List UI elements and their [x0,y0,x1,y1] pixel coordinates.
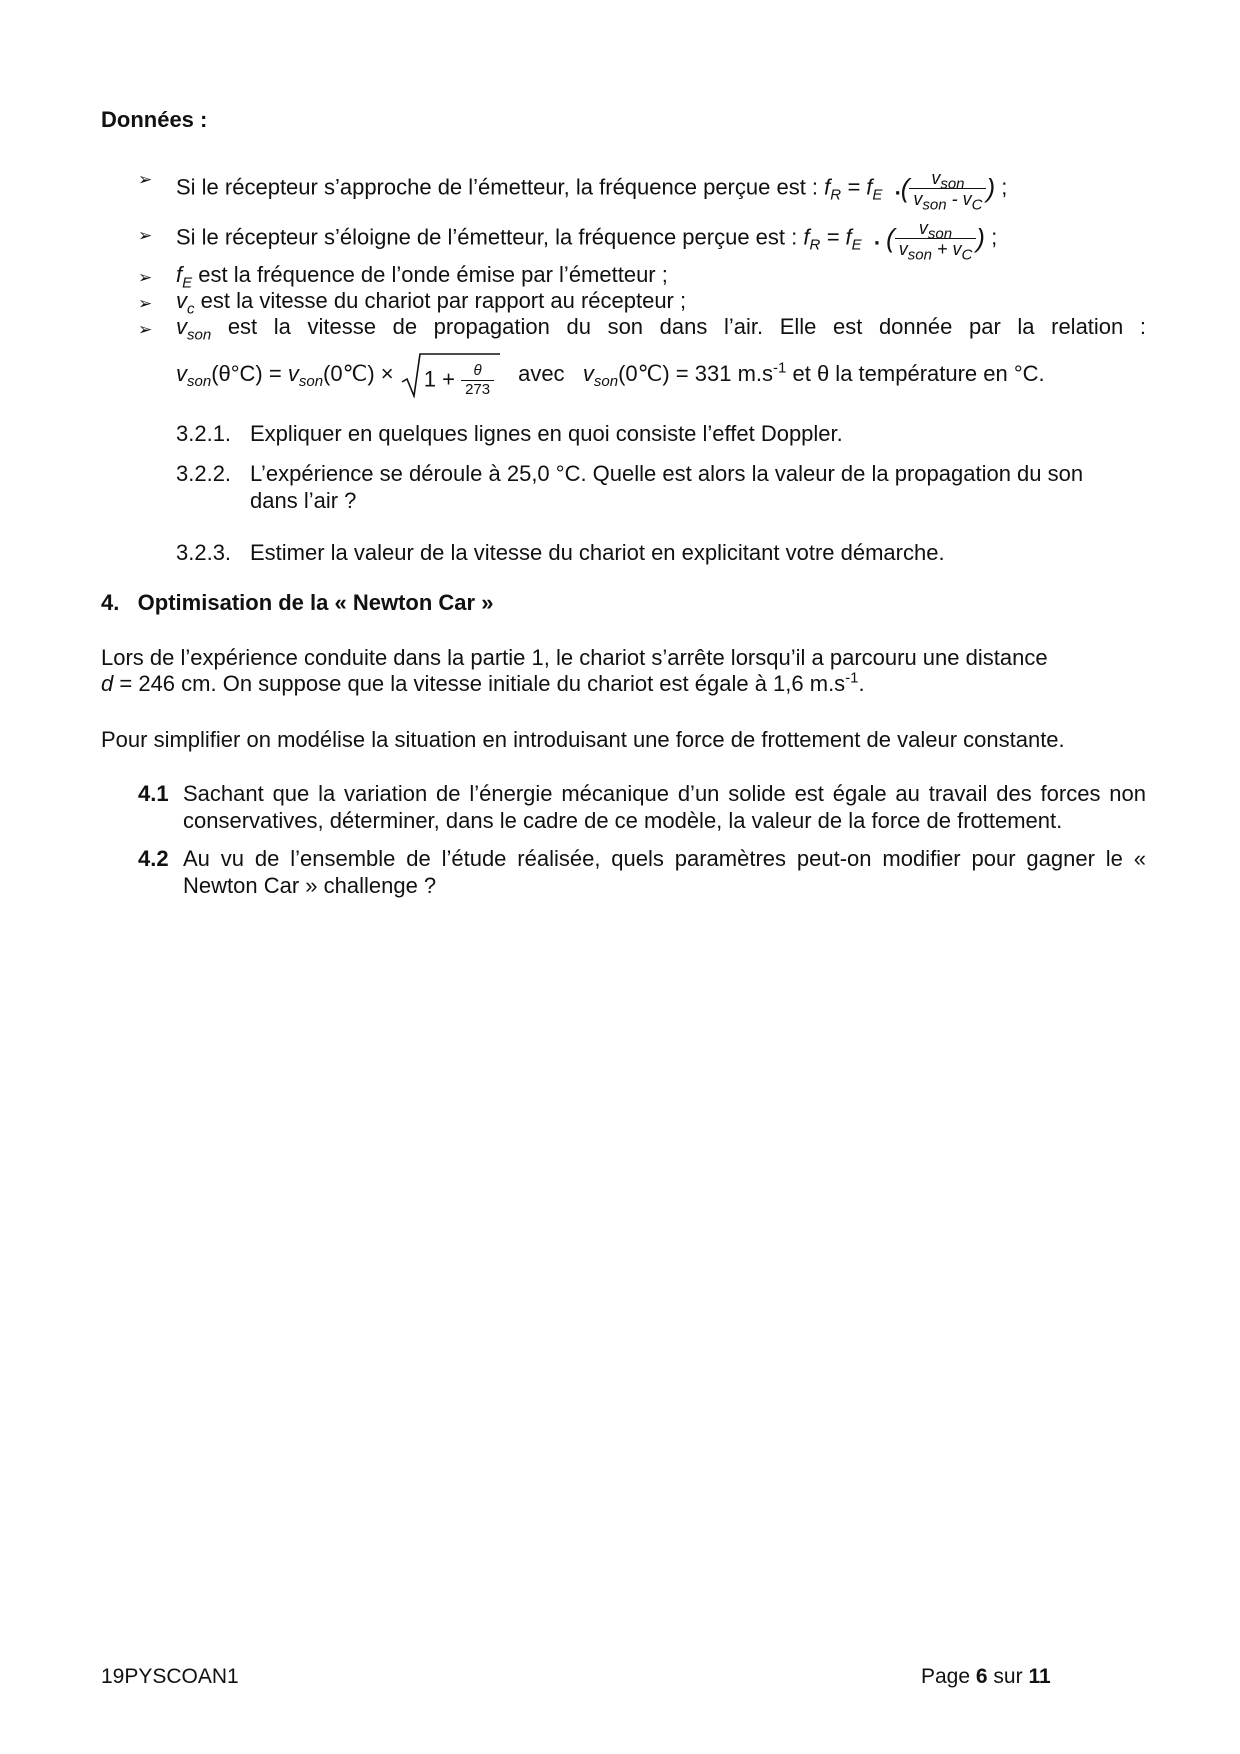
paragraph-1-line-1: Lors de l’expérience conduite dans la partie 1, le chariot s’arrête lorsqu’il a parcouru une distance [101,645,1048,670]
question-3-2-3: 3.2.3. [176,540,232,565]
donnees-heading: Données : [101,107,208,132]
approach-fraction: $\frac{v_{son}}{v_{son} - v_C}$ [909,168,986,209]
question-4-1-text: Sachant que la variation de l’énergie mécanique d’un solide est égale au travail des forces non conservatives, déterminer, dans le cadre de ce modèle, la valeur de la force de frottement. [183,781,1146,833]
footer-code: 19PYSCOAN1 [101,1665,239,1688]
bullet-vc: $v_c$ est la vitesse du chariot par rapport au récepteur ; [176,288,687,318]
question-3-2-2: 3.2.2. [176,461,232,486]
section-4-title: 4. Optimisation de la « Newton Car » [101,590,494,615]
question-4-1-number: 4.1 [138,781,169,806]
arrow-bullet-icon: ➢ [138,268,153,287]
recede-fraction: $\frac{v_{son}}{v_{son} + v_C}$ [895,218,977,259]
question-3-2-1: 3.2.1. [176,421,232,446]
arrow-bullet-icon: ➢ [138,226,153,245]
bullet-recede: Si le récepteur s’éloigne de l’émetteur, la fréquence perçue est : $f_R = f_E$ . ( $\frac{v_{son}}{v_{son} + v_C}$ ) ; [176,218,998,264]
question-text: Expliquer en quelques lignes en quoi consiste l’effet Doppler. [250,421,843,446]
arrow-bullet-icon: ➢ [138,320,153,339]
question-text: L’expérience se déroule à 25,0 °C. Quelle est alors la valeur de la propagation du son dans l’air ? [250,461,1084,513]
bullet-fe: $f_E$ est la fréquence de l’onde émise par l’émetteur ; [176,262,668,292]
square-root: 1 + $\frac{\theta}{273}$ [400,352,500,398]
question-4-2-number: 4.2 [138,846,169,871]
bullet-vson: $v_{son}$ est la vitesse de propagation du son dans l’air. Elle est donnée par la relation : [176,314,1146,344]
paragraph-2: Pour simplifier on modélise la situation en introduisant une force de frottement de valeur constante. [101,727,1065,752]
paragraph-1-line-2: d = 246 cm. On suppose que la vitesse initiale du chariot est égale à 1,6 $m.s^{-1}$. [101,669,865,696]
arrow-bullet-icon: ➢ [138,294,153,313]
arrow-bullet-icon: ➢ [138,170,153,189]
footer-page-number: Page 6 sur 11 [921,1665,1051,1688]
question-4-2-text: Au vu de l’ensemble de l’étude réalisée, quels paramètres peut-on modifier pour gagner le « Newton Car » challenge ? [183,846,1146,898]
bullet-approach: Si le récepteur s’approche de l’émetteur, la fréquence perçue est : $f_R = f_E$ .( $\frac{v_{son}}{v_{son} - v_C}$ ) ; [176,168,1008,214]
question-text: Estimer la valeur de la vitesse du chariot en explicitant votre démarche. [250,540,945,565]
vson-relation: $v_{son}(\theta^\circ C)$ = $v_{son}(0℃)$ × 1 + $\frac{\theta}{273}$ avec $v_{son}(0℃) = 331$ $m.s^{-1}$ et θ la température en °C. [176,352,1045,398]
